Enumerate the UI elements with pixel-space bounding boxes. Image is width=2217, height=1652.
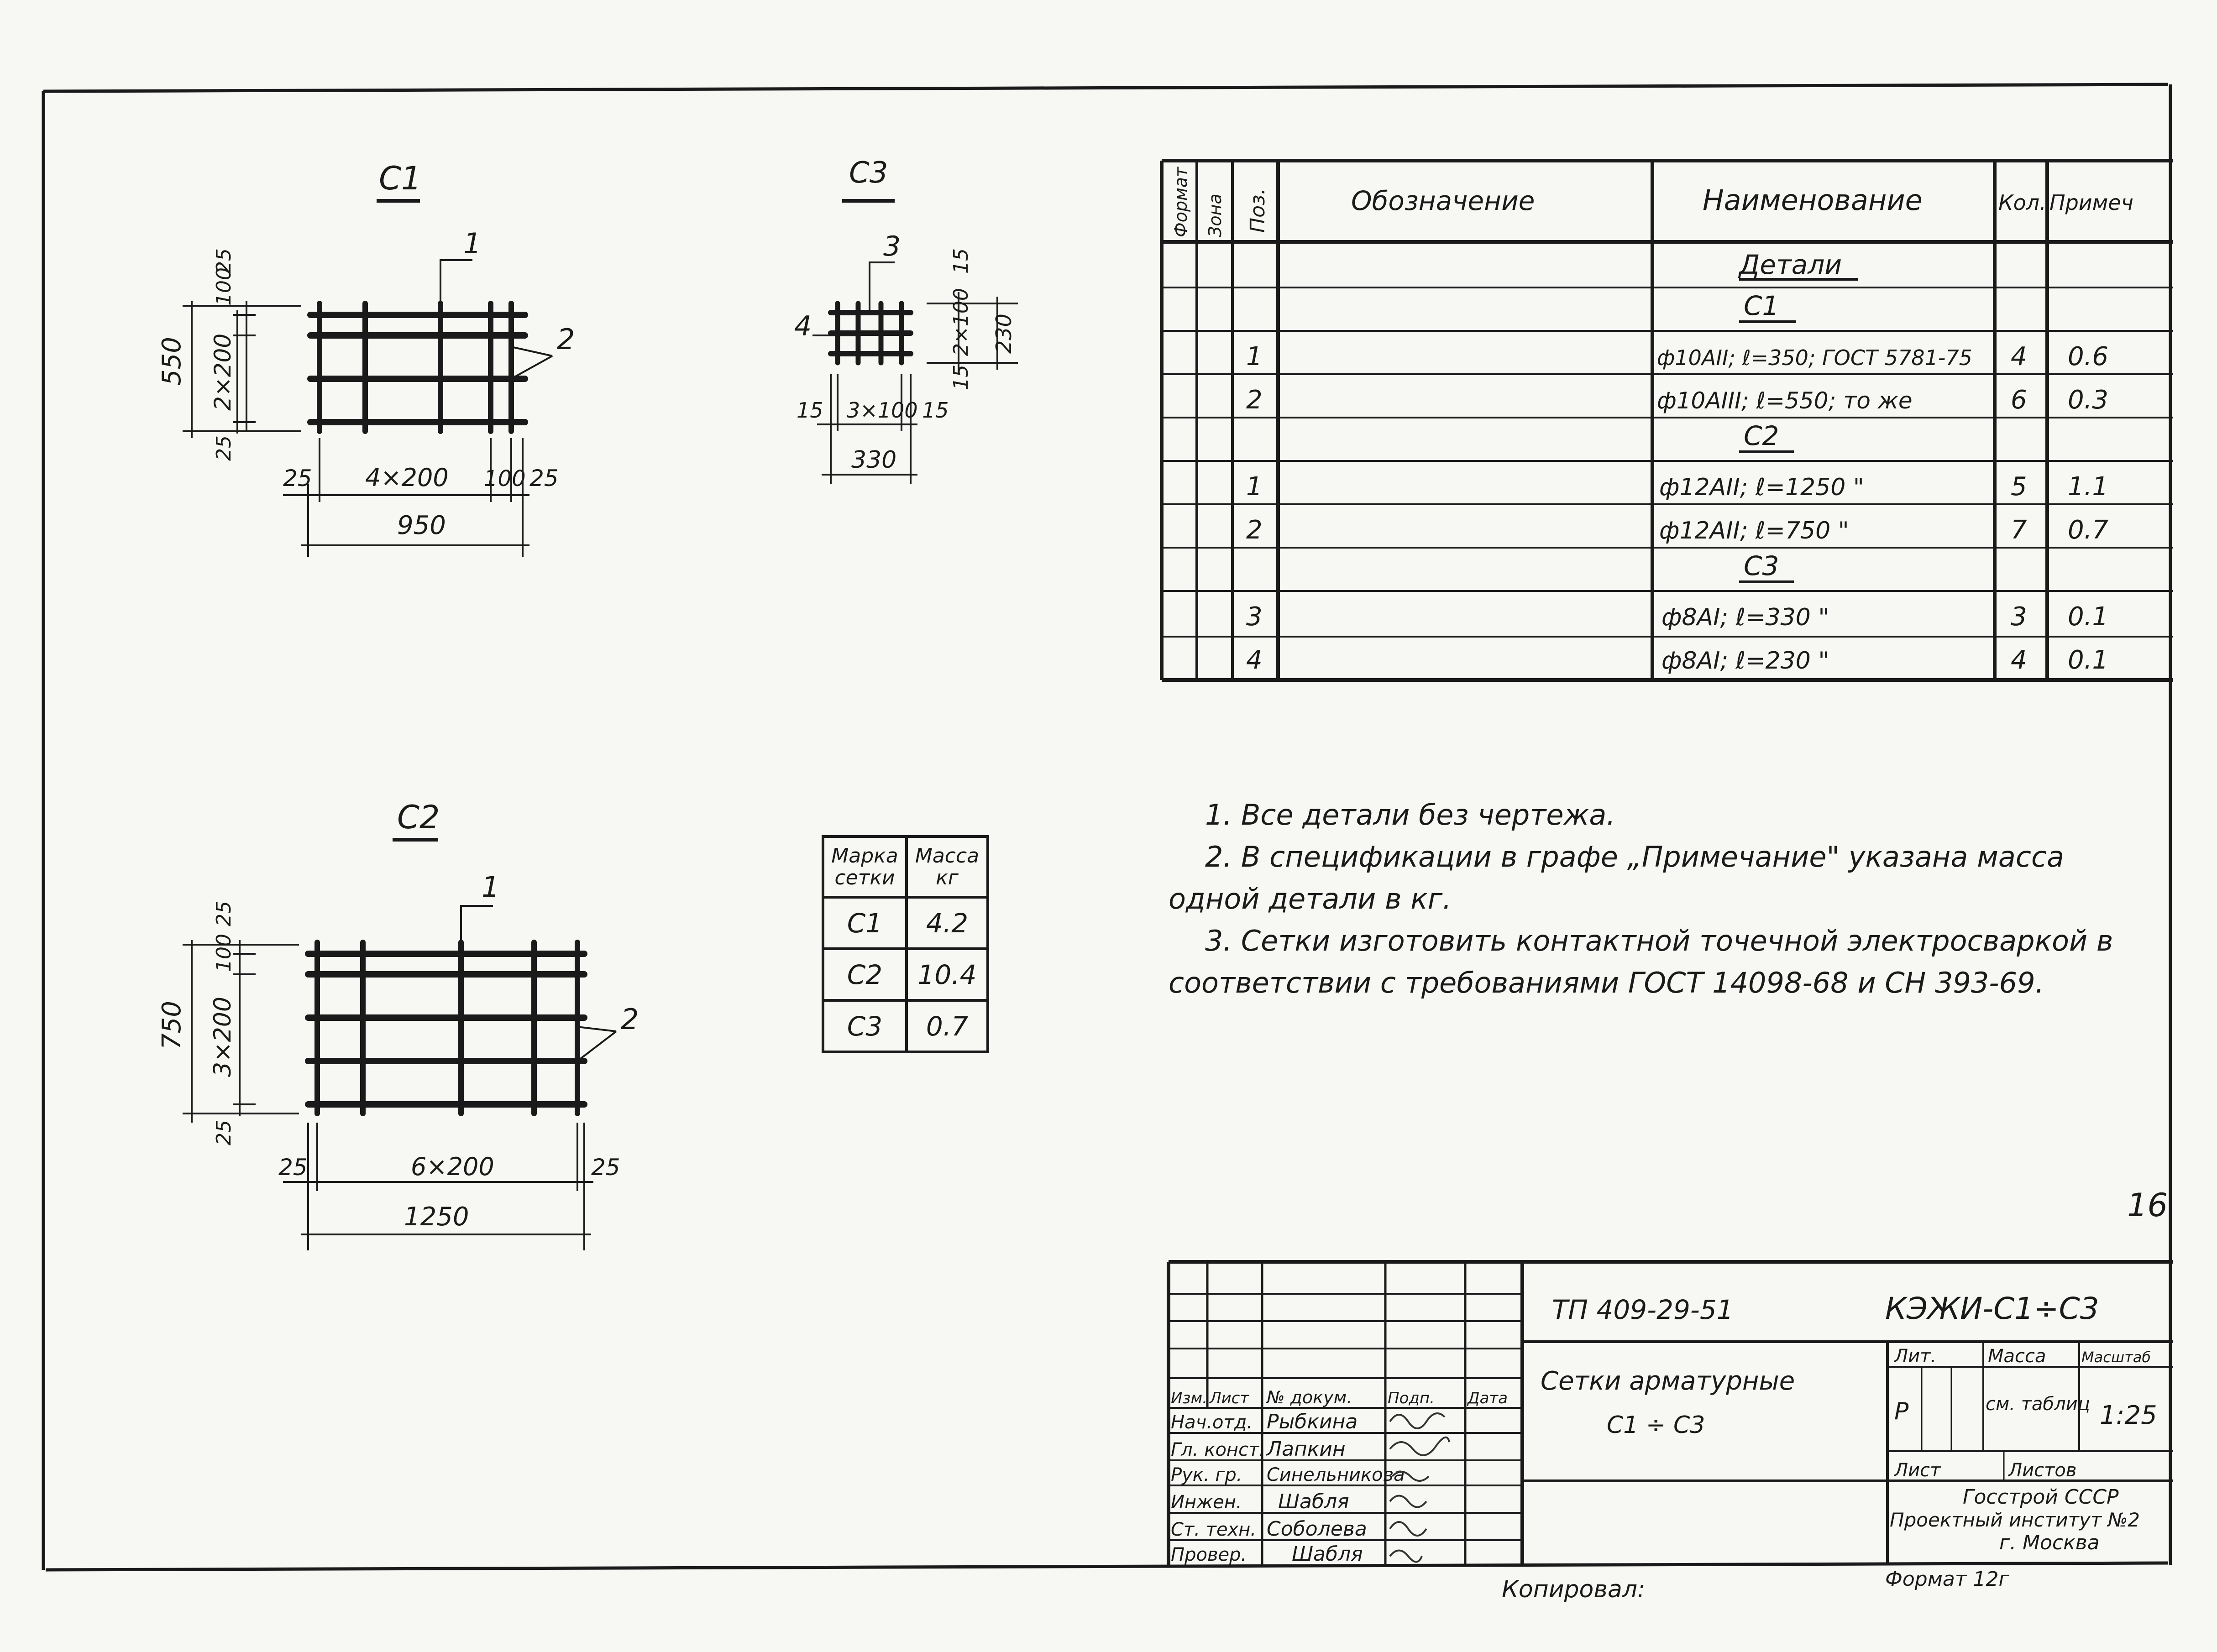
- spec-row-name: ф12АII; ℓ=750 ": [1659, 517, 1849, 544]
- spec-row-name: ф8АI; ℓ=330 ": [1661, 604, 1829, 631]
- c2-dim-v-spacing: 3×200: [209, 997, 236, 1077]
- c1-dim-v-small: 100: [212, 267, 236, 306]
- c2-pos-1: 1: [482, 870, 500, 904]
- mass-cell-mark: С3: [823, 1000, 907, 1052]
- spec-row-qty: 3: [2011, 602, 2027, 632]
- mass-header-mark: Марка сетки: [823, 836, 907, 897]
- mass-cell-mark: С1: [823, 897, 907, 949]
- stamp-sheets-label: Листов: [2008, 1460, 2077, 1481]
- stamp-mass-value: см. таблиц: [1986, 1394, 2090, 1415]
- stamp-person: Лапкин: [1267, 1438, 1346, 1461]
- c1-dim-height: 550: [157, 337, 187, 386]
- stamp-role: Ст. техн.: [1171, 1519, 1257, 1540]
- mesh-mass-table: [822, 835, 989, 1053]
- spec-row-qty: 4: [2011, 342, 2027, 371]
- stamp-org-line1: Госстрой СССР: [1963, 1485, 2119, 1509]
- spec-row-qty: 4: [2011, 645, 2027, 675]
- spec-row-name: ф8АI; ℓ=230 ": [1661, 647, 1829, 674]
- c2-dim-h-right: 25: [591, 1154, 620, 1181]
- stamp-role: Рук. гр.: [1171, 1464, 1242, 1485]
- c3-dim-width: 330: [851, 446, 897, 474]
- spec-header-note: Примеч: [2049, 190, 2133, 215]
- c3-pos-3: 3: [883, 230, 901, 262]
- c2-dim-width: 1250: [404, 1202, 469, 1232]
- mass-cell-value: 0.7: [907, 1000, 988, 1052]
- c2-dim-v-edge-bottom: 25: [212, 1120, 236, 1145]
- mesh-c2-drawing: [157, 799, 639, 1250]
- c1-dim-v-spacing: 2×200: [210, 333, 236, 411]
- spec-row-name: ф12АII; ℓ=1250 ": [1659, 474, 1864, 501]
- c3-dim-h-spacing: 3×100: [847, 398, 918, 423]
- stamp-person: Соболева: [1267, 1517, 1367, 1541]
- spec-row-name: Детали: [1739, 249, 1842, 280]
- c3-dim-h-left: 15: [797, 398, 823, 423]
- c3-dim-height: 230: [991, 314, 1016, 354]
- c2-dim-height: 750: [157, 1001, 187, 1050]
- general-notes: [1169, 794, 2150, 1004]
- spec-row-note: 0.1: [2068, 645, 2109, 675]
- spec-header-name: Наименование: [1703, 183, 1923, 217]
- c2-dim-v-small: 100: [212, 934, 236, 972]
- c2-longitudinal-bars: [308, 954, 584, 1104]
- spec-row-pos: 4: [1246, 645, 1263, 675]
- stamp-role: Гл. конст.: [1171, 1439, 1265, 1460]
- spec-row-qty: 6: [2011, 385, 2027, 415]
- note-3: 3. Сетки изготовить контактной точечной электросваркой в соответствии с требованиями ГОСТ 14098-68 и СН 393-69.: [1169, 924, 2113, 999]
- specification-table: [1162, 161, 2173, 680]
- stamp-person: Шабля: [1292, 1542, 1363, 1566]
- stamp-col-header-date: Дата: [1468, 1389, 1508, 1407]
- stamp-sheet-label: Лист: [1894, 1460, 1941, 1481]
- stamp-org-line3: г. Москва: [1999, 1531, 2100, 1554]
- spec-row-name: С3: [1744, 550, 1779, 581]
- stamp-mass-label: Масса: [1988, 1346, 2046, 1367]
- c1-dim-h-left: 25: [283, 465, 312, 491]
- c1-title: С1: [379, 160, 422, 197]
- spec-row-qty: 7: [2011, 515, 2027, 545]
- stamp-project-code: ТП 409-29-51: [1552, 1294, 1734, 1325]
- c1-pos-1: 1: [463, 227, 482, 260]
- c2-dim-h-spacing: 6×200: [411, 1152, 494, 1181]
- c3-dim-v-spacing: 2×100: [949, 288, 973, 356]
- c2-title: С2: [397, 799, 440, 836]
- c1-dim-h-right: 25: [529, 465, 559, 491]
- c1-dim-h-spacing: 4×200: [365, 463, 449, 492]
- spec-row-name: ф10АII; ℓ=350; ГОСТ 5781-75: [1657, 345, 1972, 370]
- mass-cell-value: 4.2: [907, 897, 988, 949]
- stamp-role: Провер.: [1171, 1544, 1247, 1565]
- stamp-title-line1: Сетки арматурные: [1541, 1366, 1795, 1396]
- spec-row-note: 1.1: [2068, 472, 2109, 502]
- c2-dim-h-left: 25: [278, 1154, 308, 1181]
- stamp-role: Инжен.: [1171, 1492, 1242, 1513]
- stamp-role: Нач.отд.: [1171, 1412, 1253, 1433]
- c3-longitudinal-bars: [831, 313, 911, 354]
- spec-row-pos: 2: [1246, 515, 1263, 545]
- stamp-person: Синельникова: [1267, 1464, 1405, 1485]
- spec-header-qty: Кол.: [1998, 190, 2046, 215]
- spec-row-note: 0.3: [2068, 385, 2109, 415]
- spec-row-name: С2: [1744, 420, 1779, 451]
- spec-row-note: 0.6: [2068, 342, 2109, 371]
- mass-cell-value: 10.4: [907, 949, 988, 1000]
- stamp-lit-label: Лит.: [1894, 1346, 1937, 1367]
- c3-dim-v-edge-top: 15: [949, 248, 973, 274]
- note-1: 1. Все детали без чертежа.: [1205, 798, 1616, 831]
- stamp-col-header-doc: № докум.: [1267, 1387, 1352, 1407]
- mass-header-mass: Масса кг: [907, 836, 988, 897]
- spec-header-designation: Обозначение: [1351, 185, 1535, 216]
- c3-pos-4: 4: [794, 310, 812, 342]
- mesh-c1-drawing: [157, 160, 575, 557]
- c2-pos-2: 2: [621, 1003, 639, 1036]
- page-number: 16: [2127, 1187, 2168, 1224]
- mass-cell-mark: С2: [823, 949, 907, 1000]
- stamp-lit-value: Р: [1894, 1398, 1909, 1425]
- stamp-org-line2: Проектный институт №2: [1890, 1509, 2140, 1531]
- stamp-col-header-sign: Подп.: [1388, 1389, 1435, 1407]
- stamp-drawing-code: КЭЖИ-С1÷С3: [1885, 1291, 2099, 1326]
- c1-pos-2: 2: [557, 323, 575, 356]
- spec-row-note: 0.1: [2068, 602, 2109, 632]
- spec-row-pos: 1: [1246, 472, 1263, 502]
- mesh-c3-drawing: [794, 156, 1018, 484]
- c2-dim-v-edge-top: 25: [212, 901, 236, 926]
- stamp-col-header-izm: Изм.: [1171, 1389, 1207, 1407]
- c3-dim-h-right: 15: [922, 398, 949, 423]
- stamp-scale-value: 1:25: [2100, 1401, 2157, 1430]
- spec-header-zone: Зона: [1205, 193, 1225, 237]
- spec-row-name: С1: [1744, 290, 1779, 321]
- stamp-col-header-list: Лист: [1210, 1389, 1249, 1407]
- stamp-title-line2: С1 ÷ С3: [1607, 1412, 1705, 1439]
- c3-dim-v-edge-bottom: 15: [949, 365, 973, 390]
- spec-header-format: Формат: [1171, 167, 1191, 237]
- spec-row-qty: 5: [2011, 472, 2027, 502]
- spec-row-pos: 1: [1246, 342, 1263, 371]
- c1-dim-v-edge-bottom: 25: [212, 435, 236, 461]
- c1-transverse-bars: [320, 303, 511, 431]
- spec-row-name: ф10АIII; ℓ=550; то же: [1657, 387, 1913, 414]
- c1-dim-v-edge-top: 25: [212, 248, 236, 274]
- note-2: 2. В спецификации в графе „Примечание" указана масса одной детали в кг.: [1169, 840, 2065, 915]
- spec-row-note: 0.7: [2068, 515, 2109, 545]
- stamp-person: Шабля: [1278, 1490, 1349, 1513]
- c1-dim-width: 950: [397, 511, 446, 540]
- spec-row-pos: 3: [1246, 602, 1263, 632]
- c1-dim-h-small: 100: [484, 466, 526, 491]
- c2-transverse-bars: [317, 942, 577, 1114]
- title-block: [1169, 1262, 2173, 1603]
- stamp-format: Формат 12г: [1885, 1568, 2009, 1591]
- stamp-copied: Копировал:: [1502, 1576, 1646, 1603]
- spec-row-pos: 2: [1246, 385, 1263, 415]
- stamp-scale-label: Масштаб: [2081, 1349, 2151, 1366]
- spec-header-pos: Поз.: [1246, 188, 1269, 233]
- c3-title: С3: [849, 156, 888, 190]
- stamp-person: Рыбкина: [1267, 1410, 1358, 1433]
